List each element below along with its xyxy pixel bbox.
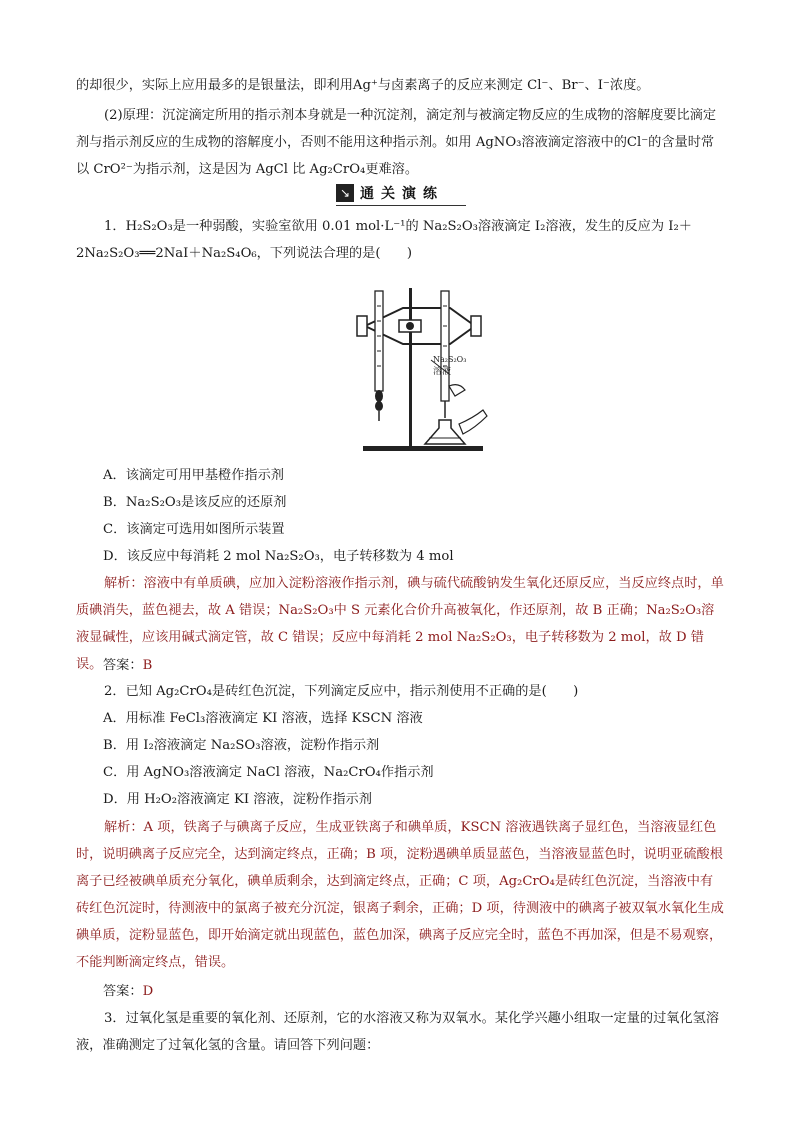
section-banner-title: 通关演练: [360, 186, 444, 202]
section-banner: [336, 183, 444, 203]
answer-label: 答案：: [103, 984, 143, 999]
question-1-option-b: B．Na₂S₂O₃是该反应的还原剂: [103, 495, 287, 510]
intro-paragraph-2: (2)原理：沉淀滴定所用的指示剂本身就是一种沉淀剂，滴定剂与被滴定物反应的生成物的溶解度要比滴定剂与指示剂反应的生成物的溶解度小，否则不能用这种指示剂。如用 AgNO₃溶液滴定溶液中的Cl⁻的含量时常以 CrO²⁻为指示剂，这是因为 AgCl 比 Ag₂CrO₄更难溶。: [76, 108, 717, 177]
question-2-answer-line: [103, 978, 153, 1005]
question-3-stem: 3．过氧化氢是重要的氧化剂、还原剂，它的水溶液又称为双氧水。某化学兴趣小组取一定量的过氧化氢溶液，准确测定了过氧化氢的含量。请回答下列问题：: [76, 1011, 720, 1053]
figure-label-reagent: Na₂S₂O₃: [433, 355, 467, 364]
intro-paragraph-1: 的却很少，实际上应用最多的是银量法，即利用Ag⁺与卤素离子的反应来测定 Cl⁻、Br⁻、I⁻浓度。: [76, 78, 650, 93]
question-1-answer: B: [142, 658, 153, 673]
figure-label-solution: 溶液: [433, 367, 452, 377]
question-2-answer: D: [142, 984, 154, 999]
question-2-stem: 2．已知 Ag₂CrO₄是砖红色沉淀，下列滴定反应中，指示剂使用不正确的是( ): [104, 684, 579, 699]
question-2-option-b: B．用 I₂溶液滴定 Na₂SO₃溶液，淀粉作指示剂: [103, 738, 380, 753]
question-2-option-a: A．用标准 FeCl₃溶液滴定 KI 溶液，选择 KSCN 溶液: [103, 711, 423, 726]
question-2-analysis: 解析：A 项，铁离子与碘离子反应，生成亚铁离子和碘单质，KSCN 溶液遇铁离子显红色，当溶液显红色时，说明碘离子反应完全，达到滴定终点，正确；B 项，淀粉遇碘单质显蓝色，当溶液显蓝色时，说明亚硫酸根离子已经被碘单质充分氧化，碘单质剩余，达到滴定终点，正确；C 项，Ag₂CrO₄是砖红色沉淀，当溶液中有砖红色沉淀时，待测液中的氯离子被充分沉淀，银离子剩余，正确；D 项，待测液中的碘离子被双氧水氧化生成碘单质，淀粉显蓝色，即开始滴定就出现蓝色，蓝色加深，碘离子反应完全时，蓝色不再加深，但是不易观察，不能判断滴定终点，错误。: [76, 820, 724, 970]
question-1-option-d: D．该反应中每消耗 2 mol Na₂S₂O₃，电子转移数为 4 mol: [103, 549, 454, 564]
question-1-option-a: A．该滴定可用甲基橙作指示剂: [103, 468, 284, 483]
question-1-answer-line: [103, 652, 152, 679]
question-1-option-c: C．该滴定可选用如图所示装置: [103, 522, 285, 537]
banner-underline: [336, 205, 466, 206]
question-2-option-c: C．用 AgNO₃溶液滴定 NaCl 溶液，Na₂CrO₄作指示剂: [103, 765, 434, 780]
arrow-down-right-icon: ↘: [336, 184, 354, 202]
question-1-analysis: 解析：溶液中有单质碘，应加入淀粉溶液作指示剂，碘与硫代硫酸钠发生氧化还原反应，当反应终点时，单质碘消失，蓝色褪去，故 A 错误；Na₂S₂O₃中 S 元素化合价升高被氧化，作还原剂，故 B 正确；Na₂S₂O₃溶液显碱性，应该用碱式滴定管，故 C 错误；反应中每消耗 2 mol Na₂S₂O₃，电子转移数为 2 mol，故 D 错误。: [76, 576, 724, 672]
answer-label: 答案：: [103, 658, 143, 673]
titration-apparatus-figure: [355, 286, 495, 456]
question-2-option-d: D．用 H₂O₂溶液滴定 KI 溶液，淀粉作指示剂: [103, 792, 372, 807]
question-1-stem: 1．H₂S₂O₃是一种弱酸，实验室欲用 0.01 mol·L⁻¹的 Na₂S₂O₃溶液滴定 I₂溶液，发生的反应为 I₂＋2Na₂S₂O₃══2NaI＋Na₂S₄O₆，下列说法合理的是( ): [76, 219, 692, 261]
